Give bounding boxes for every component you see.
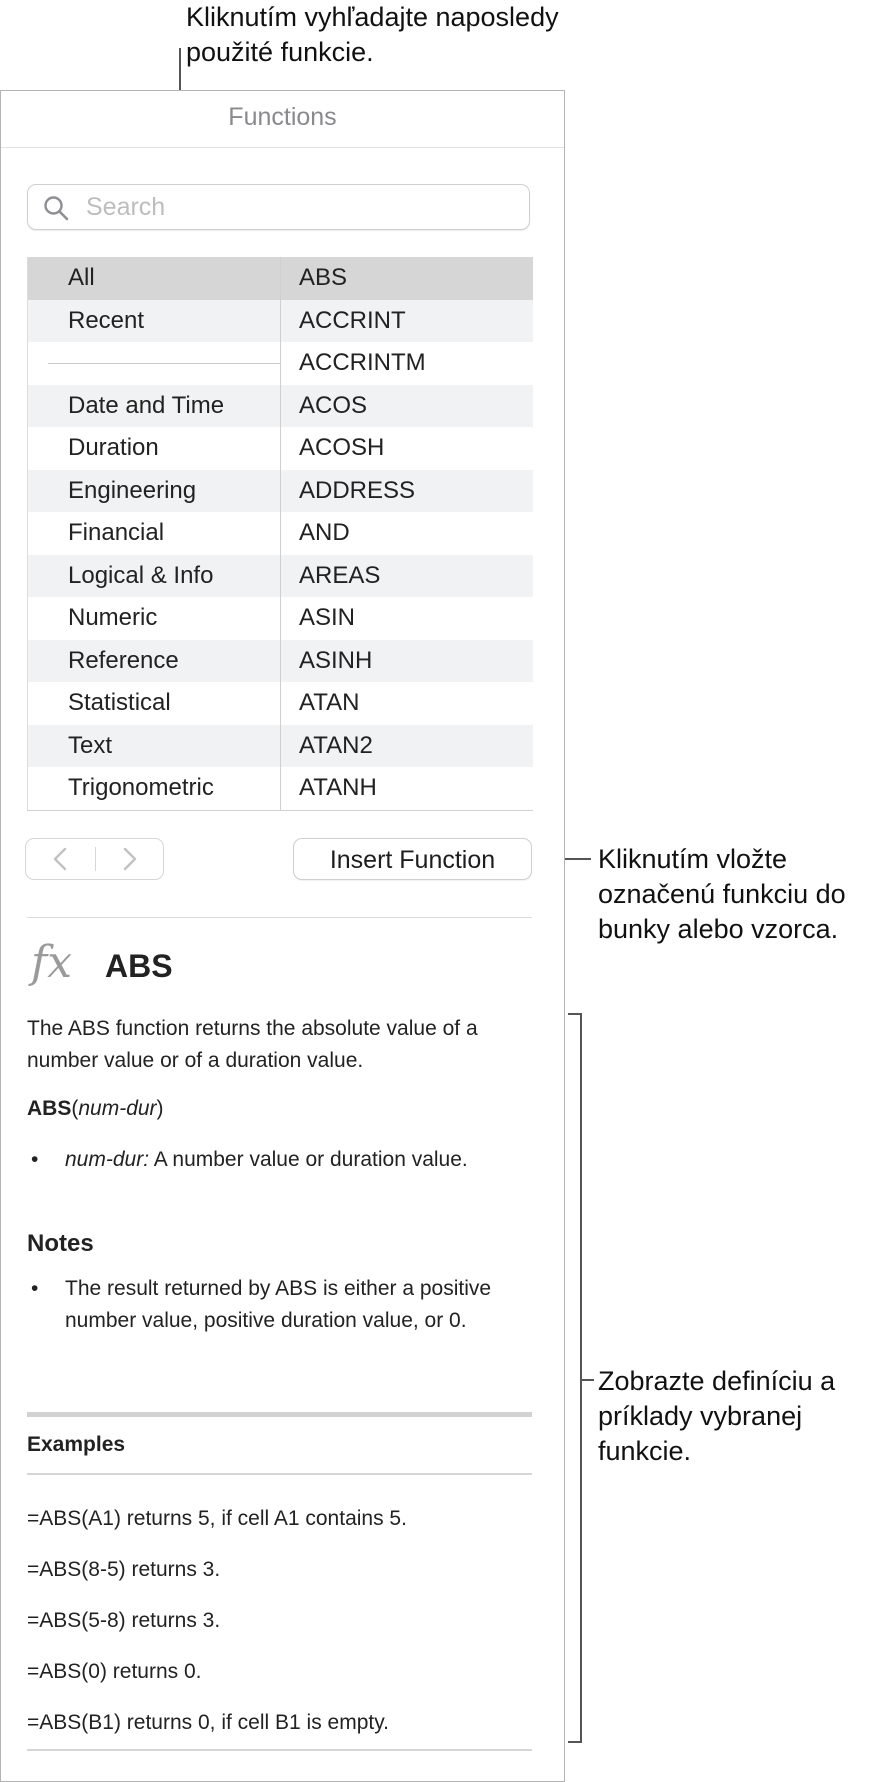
function-title: ABS: [105, 948, 173, 984]
function-item-areas[interactable]: AREAS: [281, 555, 533, 598]
examples-heading-divider: [27, 1473, 532, 1475]
function-item-and[interactable]: AND: [299, 519, 350, 546]
example-item: =ABS(8-5) returns 3.: [27, 1558, 221, 1581]
search-icon: [43, 195, 69, 221]
callout-recent: [186, 0, 566, 70]
note-item: [27, 1273, 532, 1369]
functions-panel: [0, 90, 565, 1782]
bottom-divider: [27, 1749, 532, 1751]
category-item-statistical[interactable]: Statistical: [68, 689, 171, 716]
chevron-right-icon: [95, 839, 164, 879]
callout-insert-text: Kliknutím vložte označenú funkciu do bunky alebo vzorca.: [598, 844, 846, 944]
category-item-text[interactable]: Text: [28, 725, 280, 768]
example-item: =ABS(B1) returns 0, if cell B1 is empty.: [27, 1711, 389, 1734]
fx-icon: fx: [31, 937, 73, 988]
callout-insert: [598, 842, 880, 947]
category-item-recent[interactable]: Recent: [28, 300, 280, 343]
param-term: num-dur:: [65, 1148, 150, 1171]
notes-heading: Notes: [27, 1230, 94, 1257]
search-input[interactable]: [86, 191, 516, 223]
title-divider: [1, 147, 564, 148]
category-item-date-and-time[interactable]: Date and Time: [28, 385, 280, 428]
function-item-abs[interactable]: ABS: [281, 257, 533, 300]
example-item: =ABS(0) returns 0.: [27, 1660, 202, 1683]
category-separator: [48, 363, 280, 364]
syntax-arg: num-dur: [78, 1097, 157, 1120]
help-divider: [27, 917, 532, 918]
callout-definition-bracket-vertical: [580, 1013, 582, 1743]
panel-title: Functions: [228, 103, 337, 131]
category-item-financial[interactable]: Financial: [68, 519, 165, 546]
callout-recent-text: Kliknutím vyhľadajte naposledy použité funkcie.: [186, 2, 559, 67]
callout-definition-text: Zobrazte definíciu a príklady vybranej funkcie.: [598, 1366, 836, 1466]
category-item-engineering[interactable]: Engineering: [28, 470, 280, 513]
function-syntax: ABS(num-dur): [27, 1097, 164, 1120]
chevron-left-icon: [26, 839, 95, 879]
category-item-trigonometric[interactable]: Trigonometric: [68, 774, 214, 801]
param-item: [27, 1144, 532, 1208]
category-item-all[interactable]: All: [28, 257, 280, 300]
examples-heading: Examples: [27, 1433, 126, 1456]
bullet-dot: •: [31, 1277, 39, 1300]
function-item-asinh[interactable]: ASINH: [281, 640, 533, 683]
example-item: =ABS(5-8) returns 3.: [27, 1609, 221, 1632]
bullet-dot: •: [31, 1148, 39, 1171]
category-item-duration[interactable]: Duration: [68, 434, 159, 461]
example-item: =ABS(A1) returns 5, if cell A1 contains 5.: [27, 1507, 407, 1530]
category-item-logical-info[interactable]: Logical & Info: [28, 555, 280, 598]
note-text: The result returned by ABS is either a positive number value, positive duration value, or 0.: [65, 1277, 492, 1332]
insert-function-button[interactable]: Insert Function: [293, 838, 532, 880]
category-item-numeric[interactable]: Numeric: [68, 604, 158, 631]
syntax-name: ABS: [27, 1097, 72, 1120]
function-description: The ABS function returns the absolute value of a number value or of a duration value.: [27, 1017, 478, 1072]
examples-divider: [27, 1412, 532, 1417]
function-browser: [27, 257, 533, 811]
param-text: A number value or duration value.: [153, 1148, 468, 1171]
function-item-accrint[interactable]: ACCRINT: [281, 300, 533, 343]
function-item-atanh[interactable]: ATANH: [299, 774, 377, 801]
history-nav: [25, 838, 164, 880]
function-item-acosh[interactable]: ACOSH: [299, 434, 385, 461]
function-item-atan[interactable]: ATAN: [299, 689, 360, 716]
search-field[interactable]: [27, 184, 530, 230]
back-button[interactable]: [26, 839, 95, 879]
callout-definition-leader: [580, 1379, 594, 1381]
forward-button[interactable]: [95, 839, 164, 879]
function-item-asin[interactable]: ASIN: [299, 604, 356, 631]
callout-definition: [598, 1364, 868, 1469]
function-item-address[interactable]: ADDRESS: [281, 470, 533, 513]
function-item-atan2[interactable]: ATAN2: [281, 725, 533, 768]
callout-definition-bracket-bottom: [568, 1741, 581, 1743]
category-item-reference[interactable]: Reference: [28, 640, 280, 683]
function-item-acos[interactable]: ACOS: [281, 385, 533, 428]
function-item-accrintm[interactable]: ACCRINTM: [299, 349, 426, 376]
